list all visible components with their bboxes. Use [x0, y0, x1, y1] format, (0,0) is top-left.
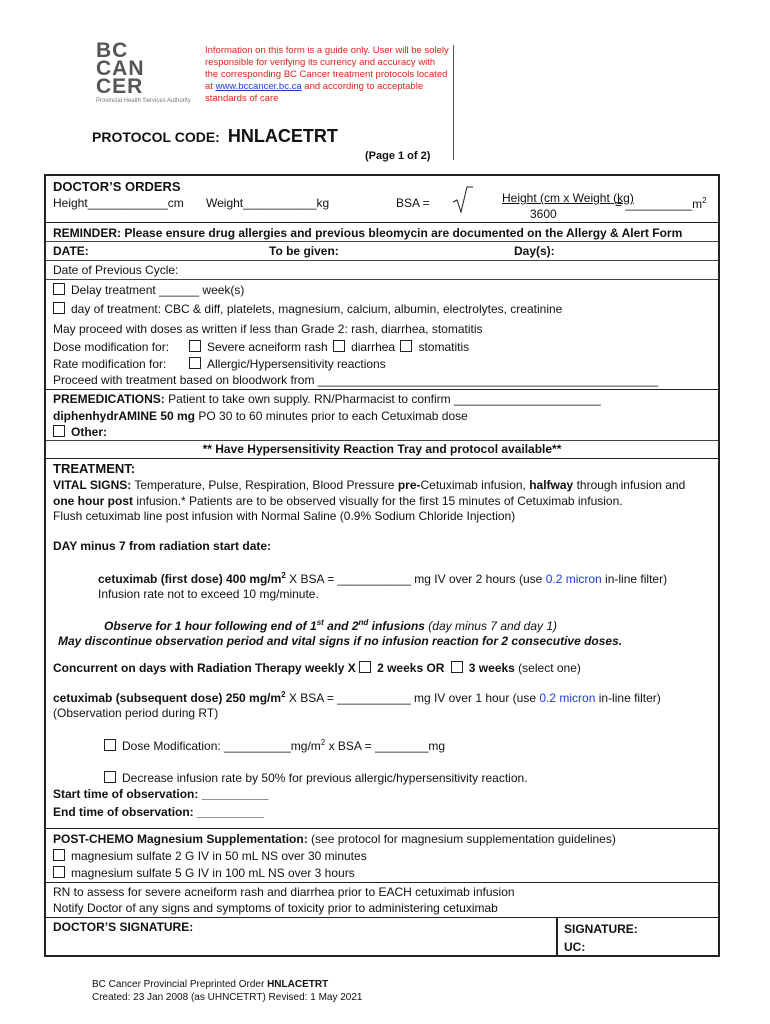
protocol-label: PROTOCOL CODE:: [92, 129, 220, 145]
divider: [46, 279, 718, 280]
premedications-title: PREMEDICATIONS:: [53, 392, 165, 406]
post-chemo-desc: (see protocol for magnesium supplementation guidelines): [307, 832, 616, 846]
vital-signs-halfway: halfway: [529, 478, 574, 492]
checkbox[interactable]: [189, 340, 201, 352]
rate-mod-label: Rate modification for:: [53, 357, 167, 371]
select-one-note: (select one): [514, 661, 581, 675]
diphenhydramine-row: [53, 409, 468, 423]
doctors-signature-label[interactable]: DOCTOR’S SIGNATURE:: [53, 920, 194, 934]
divider: [46, 458, 718, 459]
checkbox[interactable]: [53, 425, 65, 437]
day-of-treatment-label: day of treatment: CBC & diff, platelets, magnesium, calcium, albumin, electrolytes, creatinine: [71, 302, 563, 316]
observe-days: (day minus 7 and day 1): [424, 619, 558, 633]
disclaimer-text-end: and according to acceptable standards of care: [205, 81, 424, 104]
st-superscript: st: [316, 618, 324, 627]
cetuximab-subsequent-dose-label: cetuximab (subsequent dose) 250 mg/m: [53, 691, 282, 705]
bc-cancer-logo: [96, 39, 206, 104]
two-weeks-option[interactable]: 2 weeks OR: [377, 661, 445, 675]
checkbox[interactable]: [53, 302, 65, 314]
divider: [46, 917, 718, 918]
observation-period-note: (Observation period during RT): [53, 706, 219, 720]
page-number: (Page 1 of 2): [365, 150, 431, 162]
vital-signs-text: infusion.* Patients are to be observed visually for the first 15 minutes of Cetuximab infusion.: [133, 494, 623, 508]
rn-assess-note: RN to assess for severe acneiform rash and diarrhea prior to EACH cetuximab infusion: [53, 885, 515, 899]
observe-text: and 2: [323, 619, 359, 633]
checkbox[interactable]: [189, 357, 201, 369]
vital-signs-pre: pre-: [397, 478, 421, 492]
square-root-icon: [452, 186, 474, 214]
days-label[interactable]: Day(s):: [514, 244, 555, 258]
bccancer-link[interactable]: www.bccancer.bc.ca: [215, 81, 302, 92]
orders-form: [44, 174, 720, 957]
infusion-rate-note: Infusion rate not to exceed 10 mg/minute.: [98, 587, 319, 601]
magnesium-option-1[interactable]: [53, 849, 367, 863]
flush-instruction: Flush cetuximab line post infusion with Normal Saline (0.9% Sodium Chloride Injection): [53, 509, 516, 523]
disclaimer: [205, 45, 450, 105]
magnesium-option-2-label: magnesium sulfate 5 G IV in 100 mL NS over 3 hours: [71, 866, 355, 880]
rate-mod-row: [53, 357, 386, 371]
squared-superscript: 2: [320, 738, 326, 747]
premedications-text[interactable]: Patient to take own supply. RN/Pharmacist to confirm ______________________: [164, 392, 601, 406]
vital-signs-text: Temperature, Pulse, Respiration, Blood Pressure: [131, 478, 398, 492]
proceed-text: May proceed with doses as written if less than Grade 2: rash, diarrhea, stomatitis: [53, 322, 483, 336]
checkbox[interactable]: [400, 340, 412, 352]
delay-treatment-option[interactable]: [53, 283, 244, 297]
logo-line-2: CAN: [96, 57, 145, 80]
magnesium-option-2[interactable]: [53, 866, 355, 880]
divider: [46, 260, 718, 261]
observe-line-2: May discontinue observation period and vital signs if no infusion reaction for 2 consecutive doses.: [58, 634, 623, 648]
diarrhea-label: diarrhea: [351, 340, 396, 354]
checkbox[interactable]: [451, 661, 463, 673]
dose-modification-text-end: x BSA = ________mg: [325, 739, 446, 753]
day-of-treatment-option[interactable]: [53, 302, 562, 316]
divider: [46, 440, 718, 441]
protocol-code: [92, 126, 338, 147]
stomatitis-label: stomatitis: [418, 340, 470, 354]
cetuximab-subsequent-dose-text[interactable]: X BSA = ___________ mg IV over 1 hour (use: [285, 691, 540, 705]
checkbox[interactable]: [53, 283, 65, 295]
checkbox[interactable]: [359, 661, 371, 673]
other-label: Other:: [71, 425, 107, 439]
vital-signs-text: Cetuximab infusion,: [420, 478, 530, 492]
logo-subtitle: Provincial Health Services Authority: [96, 98, 191, 104]
three-weeks-option[interactable]: 3 weeks: [468, 661, 515, 675]
decrease-rate-label: Decrease infusion rate by 50% for previous allergic/hypersensitivity reaction.: [122, 771, 528, 785]
dose-mod-row: [53, 340, 469, 354]
start-observation-field[interactable]: Start time of observation: __________: [53, 787, 269, 801]
date-label[interactable]: DATE:: [53, 244, 89, 258]
dose-mod-label: Dose modification for:: [53, 340, 170, 354]
disclaimer-text: Information on this form is a guide only. User will be solely responsible for verifying its currency and accuracy with the corresponding BC Cancer treatment protocols located at: [205, 45, 449, 92]
post-chemo-title: POST-CHEMO Magnesium Supplementation:: [53, 832, 308, 846]
vital-signs-line-1: [53, 478, 685, 492]
footer-code: HNLACETRT: [267, 979, 329, 990]
cetuximab-first-dose: [98, 571, 667, 586]
concurrent-rt-row: [53, 661, 581, 675]
bsa-formula-denominator: 3600: [530, 207, 557, 221]
bloodwork-field[interactable]: Proceed with treatment based on bloodwork from ___________________________________________________: [53, 373, 659, 387]
dose-modification-option[interactable]: [104, 738, 445, 753]
allergic-label: Allergic/Hypersensitivity reactions: [207, 357, 386, 371]
footer-preprinted: BC Cancer Provincial Preprinted Order: [92, 979, 268, 990]
weight-field[interactable]: Weight___________kg: [206, 196, 330, 210]
doctors-orders-title: DOCTOR’S ORDERS: [53, 179, 181, 194]
other-option[interactable]: [53, 425, 107, 439]
vital-signs-line-2: [53, 494, 623, 508]
bsa-result-field[interactable]: [615, 196, 707, 211]
treatment-title: TREATMENT:: [53, 461, 136, 476]
dose-modification-text: Dose Modification: __________mg/m: [122, 739, 321, 753]
diphenhydramine-instructions: PO 30 to 60 minutes prior to each Cetuximab dose: [195, 409, 468, 423]
to-be-given-label[interactable]: To be given:: [269, 244, 339, 258]
cetuximab-subsequent-dose: [53, 690, 661, 705]
checkbox[interactable]: [104, 739, 116, 751]
checkbox[interactable]: [53, 849, 65, 861]
cetuximab-first-dose-text[interactable]: X BSA = ___________ mg IV over 2 hours (use: [285, 572, 546, 586]
diphenhydramine-dose: diphenhydrAMINE 50 mg: [53, 409, 196, 423]
cetuximab-subsequent-dose-text-end: in-line filter): [595, 691, 661, 705]
height-field[interactable]: Height____________cm: [53, 196, 184, 210]
divider: [46, 222, 718, 223]
divider: [46, 828, 718, 829]
premedications-row: [53, 392, 601, 406]
vital-signs-label: VITAL SIGNS:: [53, 478, 132, 492]
protocol-code-value: HNLACETRT: [227, 126, 338, 146]
signature-label[interactable]: SIGNATURE:: [564, 922, 638, 936]
observe-text: Observe for 1 hour following end of 1: [104, 619, 317, 633]
footer-line-1: [92, 978, 363, 991]
micron-filter: 0.2 micron: [539, 691, 596, 705]
divider: [46, 389, 718, 390]
checkbox[interactable]: [104, 771, 116, 783]
micron-filter: 0.2 micron: [545, 572, 602, 586]
bsa-label: BSA =: [396, 196, 430, 210]
signature-divider: [556, 917, 558, 957]
divider: [46, 882, 718, 883]
footer-line-2: Created: 23 Jan 2008 (as UHNCETRT) Revised: 1 May 2021: [92, 992, 363, 1003]
squared-superscript: 2: [281, 690, 286, 699]
day-minus-7-heading: DAY minus 7 from radiation start date:: [53, 539, 272, 553]
reminder-text: REMINDER: Please ensure drug allergies and previous bleomycin are documented on the Allergy & Alert Form: [53, 226, 683, 240]
observe-text: infusions: [368, 619, 425, 633]
divider: [46, 241, 718, 242]
one-hour-post: one hour post: [53, 494, 133, 508]
header-divider: [453, 45, 454, 160]
nd-superscript: nd: [358, 618, 369, 627]
decrease-rate-option[interactable]: [104, 771, 528, 785]
checkbox[interactable]: [53, 866, 65, 878]
logo-line-3: CER: [96, 75, 144, 98]
squared-superscript: 2: [281, 571, 286, 580]
notify-doctor-note: Notify Doctor of any signs and symptoms of toxicity prior to administering cetuximab: [53, 901, 498, 915]
checkbox[interactable]: [333, 340, 345, 352]
magnesium-option-1-label: magnesium sulfate 2 G IV in 50 mL NS over 30 minutes: [71, 849, 367, 863]
end-observation-field[interactable]: End time of observation: __________: [53, 805, 264, 819]
footer: [92, 978, 363, 1004]
severe-rash-label: Severe acneiform rash: [207, 340, 328, 354]
squared-superscript: 2: [702, 196, 707, 205]
previous-cycle-field[interactable]: Date of Previous Cycle:: [53, 263, 179, 277]
delay-treatment-label: Delay treatment ______ week(s): [71, 283, 245, 297]
observe-line-1: [104, 618, 557, 633]
bsa-result: = __________m: [615, 197, 703, 211]
concurrent-label: Concurrent on days with Radiation Therapy weekly X: [53, 661, 360, 675]
hypersensitivity-note: ** Have Hypersensitivity Reaction Tray and protocol available**: [202, 442, 562, 456]
uc-label[interactable]: UC:: [564, 940, 586, 954]
cetuximab-first-dose-label: cetuximab (first dose) 400 mg/m: [98, 572, 282, 586]
post-chemo-row: [53, 832, 616, 846]
cetuximab-first-dose-text-end: in-line filter): [601, 572, 668, 586]
vital-signs-text: through infusion and: [573, 478, 686, 492]
logo-line-1: BC: [96, 39, 129, 62]
bsa-formula-numerator: Height (cm x Weight (kg): [502, 191, 634, 205]
